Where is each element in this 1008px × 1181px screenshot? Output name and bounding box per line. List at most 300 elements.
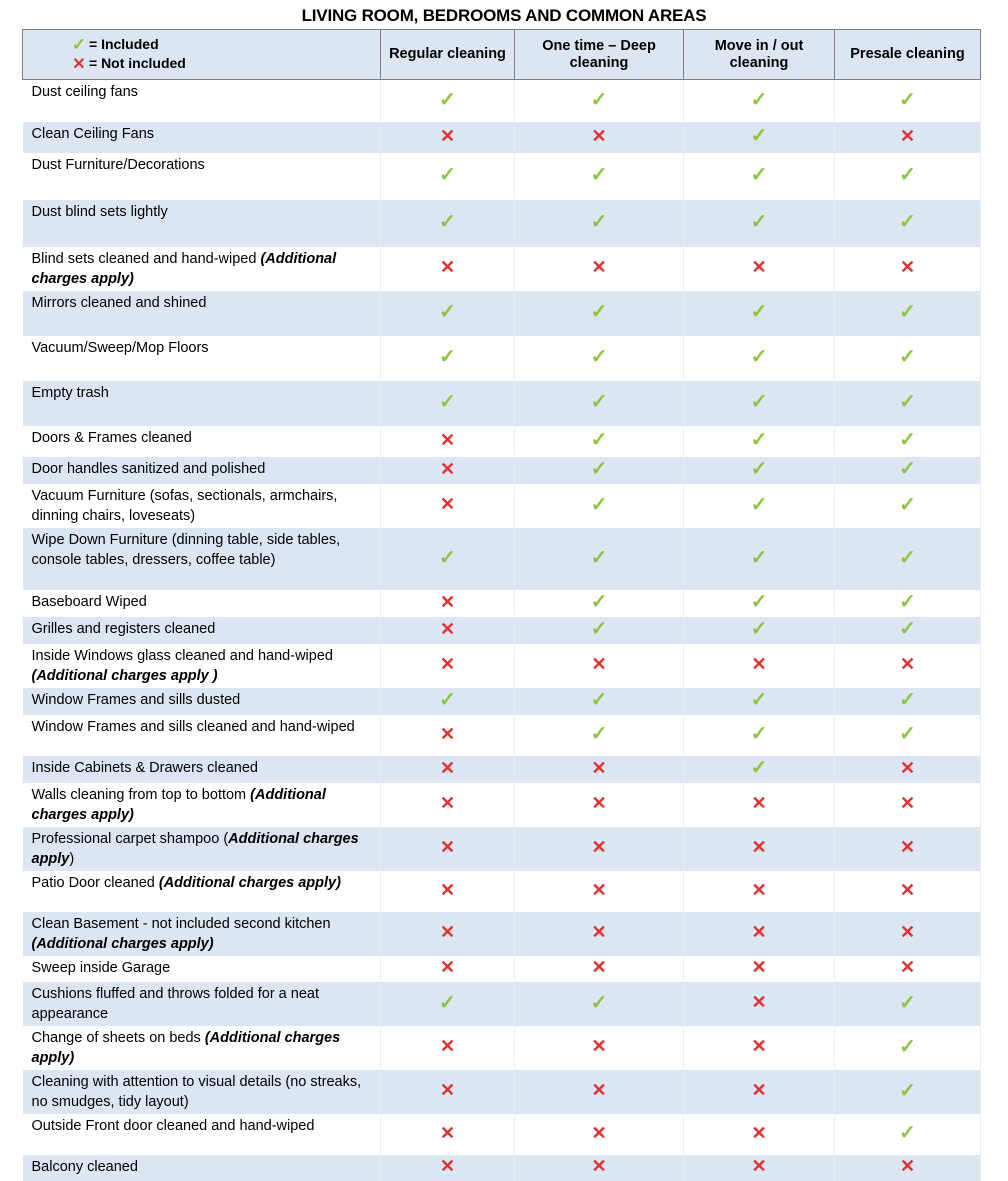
mark-cell-presale (835, 200, 981, 247)
cross-icon: ✕ (751, 957, 767, 977)
mark-cell-regular (381, 247, 515, 291)
mark-cell-presale (835, 247, 981, 291)
cross-icon: ✕ (439, 1122, 456, 1143)
column-header-movein (684, 30, 835, 80)
check-icon: ✓ (899, 211, 916, 233)
cross-icon: ✕ (439, 1156, 456, 1176)
check-icon: ✓ (590, 346, 608, 368)
mark-cell-deep (515, 1070, 684, 1114)
mark-cell-movein (684, 1114, 835, 1155)
table-row (23, 426, 981, 457)
cross-icon: ✕ (591, 1036, 607, 1056)
mark-cell-deep (515, 122, 684, 153)
cross-icon: ✕ (751, 879, 767, 900)
check-icon: ✓ (899, 458, 916, 480)
check-icon: ✓ (899, 493, 916, 516)
column-header-presale-label: Presale cleaning (850, 46, 965, 62)
task-note: (Additional charges apply) (31, 935, 214, 952)
cross-icon: ✕ (591, 125, 607, 146)
mark-cell-movein (684, 291, 835, 336)
check-icon: ✓ (750, 164, 768, 186)
task-label: Outside Front door cleaned and hand-wiped (31, 1117, 315, 1134)
mark-cell-deep (515, 200, 684, 247)
check-icon: ✓ (439, 88, 456, 111)
task-cell (23, 644, 381, 688)
table-row (23, 291, 981, 336)
table-row (23, 80, 981, 122)
mark-cell-presale (835, 1026, 981, 1070)
mark-cell-movein (684, 1070, 835, 1114)
table-body (23, 80, 981, 1181)
mark-cell-deep (515, 426, 684, 457)
task-label: Dust Furniture/Decorations (31, 156, 205, 173)
task-label: Blind sets cleaned and hand-wiped (31, 250, 261, 267)
mark-cell-presale (835, 426, 981, 457)
mark-cell-regular (381, 381, 515, 426)
table-row (23, 688, 981, 715)
mark-cell-presale (835, 783, 981, 827)
mark-cell-deep (515, 336, 684, 381)
task-cell (23, 336, 381, 381)
mark-cell-movein (684, 827, 835, 871)
mark-cell-regular (381, 122, 515, 153)
mark-cell-regular (381, 1026, 515, 1070)
task-note: (Additional charges apply) (158, 874, 341, 891)
cross-icon: ✕ (591, 879, 607, 900)
task-label: Grilles and registers cleaned (31, 620, 216, 637)
check-icon: ✓ (439, 346, 456, 368)
task-label: Walls cleaning from top to bottom (31, 786, 251, 803)
cross-icon: ✕ (899, 957, 916, 977)
cross-icon: ✕ (72, 56, 86, 73)
task-label: Cushions fluffed and throws folded for a neat appearance (31, 985, 320, 1022)
table-row (23, 590, 981, 617)
cross-icon: ✕ (899, 879, 916, 900)
task-label: Dust blind sets lightly (31, 203, 168, 220)
check-icon: ✓ (439, 689, 456, 711)
task-cell (23, 912, 381, 956)
check-icon: ✓ (439, 991, 456, 1014)
cross-icon: ✕ (439, 618, 456, 639)
mark-cell-deep (515, 484, 684, 528)
cross-icon: ✕ (899, 922, 916, 942)
column-header-deep (515, 30, 684, 80)
cross-icon: ✕ (439, 837, 456, 857)
check-icon: ✓ (899, 429, 916, 451)
task-label: Inside Windows glass cleaned and hand-wiped (31, 647, 333, 664)
mark-cell-regular (381, 912, 515, 956)
cross-icon: ✕ (439, 879, 456, 900)
cross-icon: ✕ (751, 654, 767, 674)
cross-icon: ✕ (439, 125, 456, 146)
table-row (23, 644, 981, 688)
cross-icon: ✕ (751, 837, 767, 857)
cross-icon: ✕ (439, 793, 456, 813)
cross-icon: ✕ (439, 257, 456, 277)
table-row (23, 783, 981, 827)
legend-not-included-label: = Not included (89, 55, 186, 71)
task-cell (23, 756, 381, 783)
cross-icon: ✕ (591, 757, 607, 778)
mark-cell-presale (835, 912, 981, 956)
cross-icon: ✕ (899, 1156, 916, 1176)
check-icon: ✓ (899, 689, 916, 711)
mark-cell-regular (381, 528, 515, 590)
check-icon: ✓ (899, 164, 916, 186)
mark-cell-movein (684, 381, 835, 426)
mark-cell-presale (835, 153, 981, 200)
task-note-suffix: ) (69, 850, 75, 867)
task-cell (23, 688, 381, 715)
cross-icon: ✕ (439, 757, 456, 778)
task-cell (23, 617, 381, 644)
table-row (23, 336, 981, 381)
mark-cell-deep (515, 783, 684, 827)
task-label: Balcony cleaned (31, 1158, 138, 1175)
task-label: Wipe Down Furniture (dinning table, side tables, console tables, dressers, coffee table) (31, 531, 341, 568)
task-cell (23, 783, 381, 827)
task-label: Change of sheets on beds (31, 1029, 205, 1046)
check-icon: ✓ (590, 211, 608, 233)
cross-icon: ✕ (439, 654, 456, 674)
check-icon: ✓ (750, 211, 768, 233)
mark-cell-presale (835, 484, 981, 528)
task-note: (Additional charges apply) (31, 786, 326, 823)
check-icon: ✓ (750, 493, 768, 516)
task-label: Empty trash (31, 384, 109, 401)
table-row (23, 1070, 981, 1114)
check-icon: ✓ (439, 391, 456, 413)
column-header-movein-label: Move in / out cleaning (714, 37, 804, 71)
cross-icon: ✕ (439, 922, 456, 942)
header-row (23, 30, 981, 80)
mark-cell-deep (515, 912, 684, 956)
task-label: Doors & Frames cleaned (31, 429, 192, 446)
task-cell (23, 200, 381, 247)
cross-icon: ✕ (591, 1122, 607, 1143)
task-label: Door handles sanitized and polished (31, 460, 266, 477)
legend-included-label: = Included (89, 36, 159, 52)
mark-cell-deep (515, 982, 684, 1026)
mark-cell-regular (381, 783, 515, 827)
mark-cell-deep (515, 956, 684, 982)
cross-icon: ✕ (751, 992, 767, 1012)
legend-included (69, 35, 376, 54)
check-icon: ✓ (899, 991, 916, 1014)
check-icon: ✓ (899, 88, 916, 111)
column-header-deep-label: One time – Deep cleaning (542, 37, 656, 71)
check-icon: ✓ (899, 618, 916, 640)
mark-cell-deep (515, 291, 684, 336)
cross-icon: ✕ (591, 922, 607, 942)
cross-icon: ✕ (439, 1080, 456, 1100)
cross-icon: ✕ (439, 957, 456, 977)
mark-cell-regular (381, 617, 515, 644)
check-icon: ✓ (750, 546, 768, 569)
check-icon: ✓ (750, 301, 768, 323)
cross-icon: ✕ (591, 957, 607, 977)
mark-cell-movein (684, 982, 835, 1026)
cross-icon: ✕ (439, 591, 456, 612)
check-icon: ✓ (590, 429, 608, 451)
mark-cell-regular (381, 715, 515, 756)
table-row (23, 1114, 981, 1155)
mark-cell-movein (684, 80, 835, 122)
mark-cell-deep (515, 457, 684, 484)
mark-cell-deep (515, 153, 684, 200)
check-icon: ✓ (590, 164, 608, 186)
column-header-regular-label: Regular cleaning (389, 46, 506, 62)
mark-cell-deep (515, 871, 684, 912)
task-label: Patio Door cleaned (31, 874, 159, 891)
mark-cell-regular (381, 644, 515, 688)
task-note: Additional charges apply (31, 830, 359, 867)
mark-cell-regular (381, 80, 515, 122)
check-icon: ✓ (590, 591, 608, 613)
mark-cell-presale (835, 1155, 981, 1181)
check-icon: ✓ (899, 1035, 916, 1058)
mark-cell-movein (684, 756, 835, 783)
task-label: Clean Basement - not included second kitchen (31, 915, 331, 932)
mark-cell-presale (835, 827, 981, 871)
mark-cell-presale (835, 1070, 981, 1114)
mark-cell-movein (684, 1026, 835, 1070)
mark-cell-presale (835, 80, 981, 122)
task-cell (23, 1155, 381, 1181)
check-icon: ✓ (750, 391, 768, 413)
table-row (23, 153, 981, 200)
task-cell (23, 982, 381, 1026)
task-cell (23, 1070, 381, 1114)
mark-cell-presale (835, 336, 981, 381)
mark-cell-movein (684, 153, 835, 200)
mark-cell-regular (381, 153, 515, 200)
cross-icon: ✕ (899, 125, 916, 146)
mark-cell-deep (515, 756, 684, 783)
check-icon: ✓ (750, 429, 768, 451)
task-cell (23, 715, 381, 756)
mark-cell-regular (381, 1155, 515, 1181)
check-icon: ✓ (590, 88, 608, 111)
mark-cell-presale (835, 122, 981, 153)
task-label: Baseboard Wiped (31, 593, 147, 610)
mark-cell-regular (381, 982, 515, 1026)
mark-cell-regular (381, 590, 515, 617)
check-icon: ✓ (750, 458, 768, 480)
cross-icon: ✕ (439, 458, 456, 479)
task-label: Dust ceiling fans (31, 84, 138, 100)
check-icon: ✓ (899, 1122, 916, 1144)
mark-cell-deep (515, 1114, 684, 1155)
table-row (23, 715, 981, 756)
mark-cell-regular (381, 871, 515, 912)
mark-cell-movein (684, 644, 835, 688)
check-icon: ✓ (899, 1079, 916, 1102)
mark-cell-presale (835, 457, 981, 484)
check-icon: ✓ (750, 125, 768, 147)
task-label: Sweep inside Garage (31, 959, 171, 976)
mark-cell-presale (835, 381, 981, 426)
mark-cell-movein (684, 1155, 835, 1181)
task-cell (23, 1026, 381, 1070)
check-icon: ✓ (590, 618, 608, 640)
check-icon: ✓ (439, 164, 456, 186)
task-note: (Additional charges apply ) (31, 667, 218, 684)
cross-icon: ✕ (751, 1036, 767, 1056)
check-icon: ✓ (590, 991, 608, 1014)
mark-cell-presale (835, 617, 981, 644)
mark-cell-movein (684, 783, 835, 827)
task-note: (Additional charges apply) (31, 250, 337, 287)
check-icon: ✓ (899, 546, 916, 569)
check-icon: ✓ (899, 591, 916, 613)
task-label: Window Frames and sills dusted (31, 691, 241, 708)
task-label: Window Frames and sills cleaned and hand-wiped (31, 718, 355, 735)
check-icon: ✓ (590, 493, 608, 516)
cross-icon: ✕ (751, 1156, 767, 1176)
mark-cell-regular (381, 457, 515, 484)
task-cell (23, 457, 381, 484)
mark-cell-regular (381, 1070, 515, 1114)
mark-cell-movein (684, 336, 835, 381)
task-label: Mirrors cleaned and shined (31, 294, 207, 311)
table-row (23, 1155, 981, 1181)
cross-icon: ✕ (591, 257, 607, 277)
cross-icon: ✕ (591, 793, 607, 813)
cross-icon: ✕ (751, 793, 767, 813)
mark-cell-deep (515, 381, 684, 426)
mark-cell-regular (381, 827, 515, 871)
task-cell (23, 247, 381, 291)
task-cell (23, 871, 381, 912)
mark-cell-movein (684, 484, 835, 528)
table-row (23, 484, 981, 528)
cross-icon: ✕ (751, 1122, 767, 1143)
mark-cell-regular (381, 336, 515, 381)
table-row (23, 827, 981, 871)
mark-cell-movein (684, 956, 835, 982)
check-icon: ✓ (590, 301, 608, 323)
task-label: Vacuum/Sweep/Mop Floors (31, 339, 209, 356)
check-icon: ✓ (590, 546, 608, 569)
services-comparison-table (22, 29, 981, 1181)
column-header-presale (835, 30, 981, 80)
mark-cell-regular (381, 291, 515, 336)
cross-icon: ✕ (751, 1080, 767, 1100)
mark-cell-movein (684, 715, 835, 756)
mark-cell-movein (684, 617, 835, 644)
mark-cell-movein (684, 912, 835, 956)
check-icon: ✓ (439, 211, 456, 233)
mark-cell-movein (684, 590, 835, 617)
check-icon: ✓ (899, 346, 916, 368)
cross-icon: ✕ (899, 757, 916, 778)
task-cell (23, 956, 381, 982)
table-row (23, 982, 981, 1026)
mark-cell-regular (381, 756, 515, 783)
cross-icon: ✕ (591, 654, 607, 674)
legend-not-included (69, 54, 376, 74)
cross-icon: ✕ (439, 1036, 456, 1056)
mark-cell-presale (835, 1114, 981, 1155)
task-label: Vacuum Furniture (sofas, sectionals, armchairs, dinning chairs, loveseats) (31, 487, 338, 524)
mark-cell-presale (835, 956, 981, 982)
table-row (23, 871, 981, 912)
mark-cell-movein (684, 426, 835, 457)
mark-cell-deep (515, 644, 684, 688)
task-cell (23, 484, 381, 528)
mark-cell-movein (684, 871, 835, 912)
mark-cell-deep (515, 1155, 684, 1181)
task-cell (23, 426, 381, 457)
mark-cell-presale (835, 590, 981, 617)
check-icon: ✓ (590, 723, 608, 745)
mark-cell-deep (515, 617, 684, 644)
mark-cell-movein (684, 247, 835, 291)
mark-cell-regular (381, 956, 515, 982)
check-icon: ✓ (750, 88, 768, 111)
task-cell (23, 590, 381, 617)
check-icon: ✓ (750, 591, 768, 613)
task-cell (23, 528, 381, 590)
mark-cell-regular (381, 484, 515, 528)
task-label: Professional carpet shampoo ( (31, 830, 229, 847)
mark-cell-movein (684, 200, 835, 247)
task-cell (23, 381, 381, 426)
check-icon: ✓ (71, 35, 87, 54)
task-label: Cleaning with attention to visual details (no streaks, no smudges, tidy layout) (31, 1073, 362, 1110)
table-row (23, 200, 981, 247)
page-title: LIVING ROOM, BEDROOMS AND COMMON AREAS (301, 6, 707, 25)
check-icon: ✓ (899, 391, 916, 413)
task-note: (Additional charges apply) (31, 1029, 341, 1066)
table-row (23, 1026, 981, 1070)
check-icon: ✓ (439, 301, 456, 323)
table-row (23, 381, 981, 426)
table-row (23, 956, 981, 982)
mark-cell-deep (515, 688, 684, 715)
task-cell (23, 122, 381, 153)
mark-cell-movein (684, 528, 835, 590)
column-header-regular (381, 30, 515, 80)
cross-icon: ✕ (591, 1080, 607, 1100)
cross-icon: ✕ (439, 429, 456, 450)
mark-cell-deep (515, 528, 684, 590)
mark-cell-deep (515, 827, 684, 871)
mark-cell-regular (381, 426, 515, 457)
check-icon: ✓ (590, 391, 608, 413)
mark-cell-presale (835, 291, 981, 336)
mark-cell-presale (835, 528, 981, 590)
cross-icon: ✕ (591, 837, 607, 857)
mark-cell-regular (381, 200, 515, 247)
table-row (23, 122, 981, 153)
task-label: Clean Ceiling Fans (31, 125, 155, 142)
task-cell (23, 80, 381, 122)
check-icon: ✓ (899, 301, 916, 323)
mark-cell-presale (835, 688, 981, 715)
check-icon: ✓ (590, 458, 608, 480)
table-row (23, 528, 981, 590)
task-cell (23, 827, 381, 871)
check-icon: ✓ (590, 689, 608, 711)
mark-cell-deep (515, 590, 684, 617)
cross-icon: ✕ (899, 793, 916, 813)
cross-icon: ✕ (751, 922, 767, 942)
cross-icon: ✕ (439, 494, 456, 514)
mark-cell-movein (684, 122, 835, 153)
legend-cell (23, 30, 381, 80)
